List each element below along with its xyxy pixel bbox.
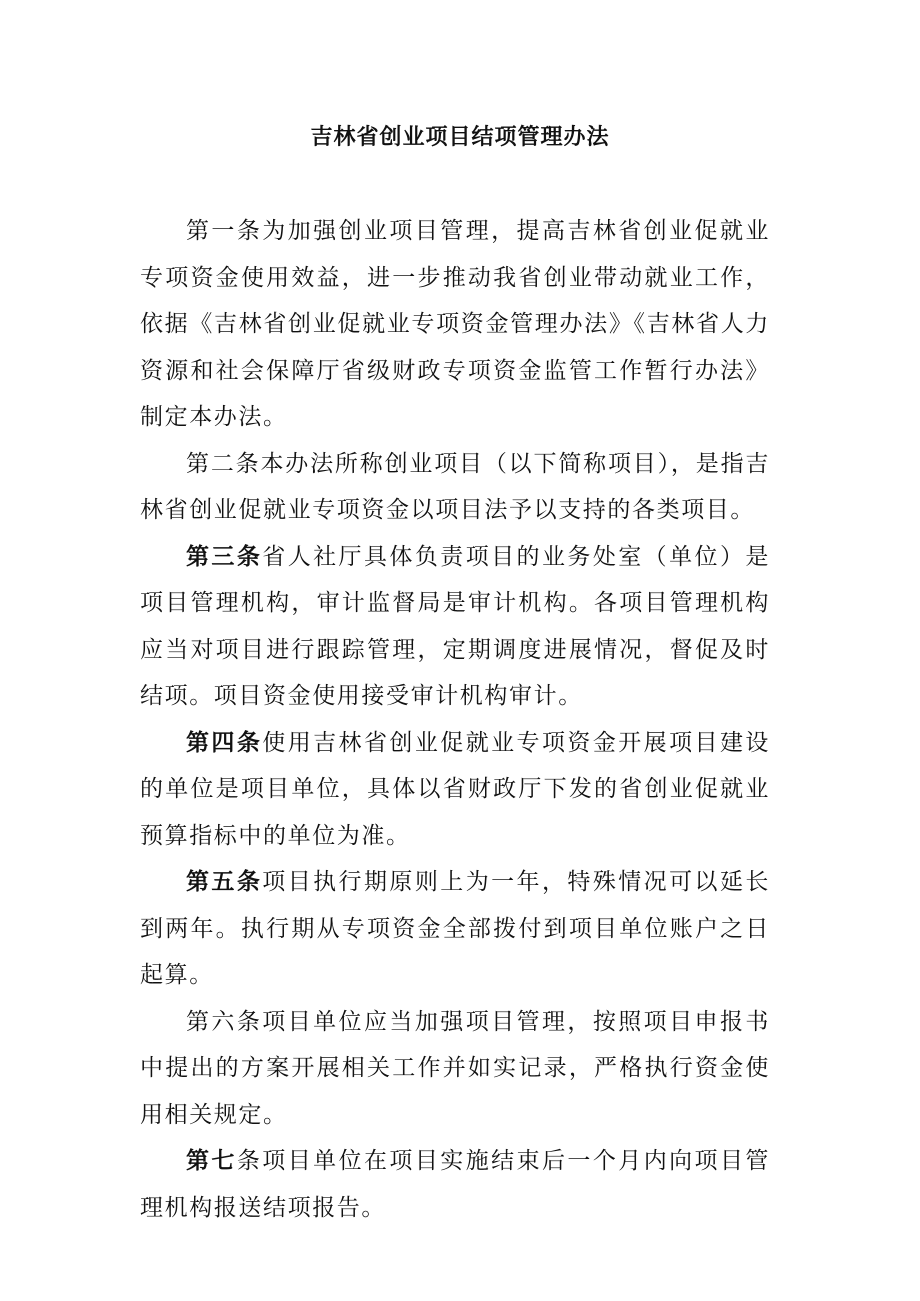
article-2-label: 第二条: [186, 450, 261, 477]
article-6-label: 第六条: [186, 1008, 263, 1035]
document-body: [140, 208, 770, 1231]
article-2-paragraph: [140, 441, 770, 534]
article-7-label-tail: 条: [236, 1148, 263, 1174]
article-6-paragraph: [140, 999, 770, 1139]
article-7-label: 第七: [186, 1147, 237, 1174]
article-5-text: 项目执行期原则上为一年，特殊情况可以延长到两年。执行期从专项资金全部拨付到项目单位账户之日起算。: [140, 869, 770, 988]
article-5-paragraph: [140, 859, 770, 999]
article-3-paragraph: [140, 534, 770, 720]
article-1-label: 第一条: [186, 218, 263, 244]
article-6-text: 项目单位应当加强项目管理，按照项目申报书中提出的方案开展相关工作并如实记录，严格执行资金使用相关规定。: [140, 1008, 770, 1128]
article-4-label: 第四条: [186, 728, 263, 756]
article-3-label: 第三条: [186, 542, 263, 570]
article-4-text: 使用吉林省创业促就业专项资金开展项目建设的单位是项目单位，具体以省财政厅下发的省创业促就业预算指标中的单位为准。: [140, 729, 770, 849]
document-title: 吉林省创业项目结项管理办法: [310, 124, 610, 150]
article-3-text: 省人社厅具体负责项目的业务处室（单位）是项目管理机构，审计监督局是审计机构。各项目管理机构应当对项目进行跟踪管理，定期调度进展情况，督促及时结项。项目资金使用接受审计机构审计。: [140, 543, 770, 709]
article-7-text: 项目单位在项目实施结束后一个月内向项目管理机构报送结项报告。: [140, 1148, 771, 1221]
article-1-text: 为加强创业项目管理，提高吉林省创业促就业专项资金使用效益，进一步推动我省创业带动就业工作，依据《吉林省创业促就业专项资金管理办法》《吉林省人力资源和社会保障厅省级财政专项资金监管工作暂行办法》制定本办法。: [140, 218, 770, 430]
article-7-paragraph: [140, 1138, 770, 1231]
article-5-label: 第五条: [186, 868, 263, 895]
article-4-paragraph: [140, 720, 770, 860]
article-1-paragraph: [140, 208, 770, 441]
article-2-text: 本办法所称创业项目（以下简称项目），是指吉林省创业促就业专项资金以项目法予以支持的各类项目。: [140, 450, 770, 523]
